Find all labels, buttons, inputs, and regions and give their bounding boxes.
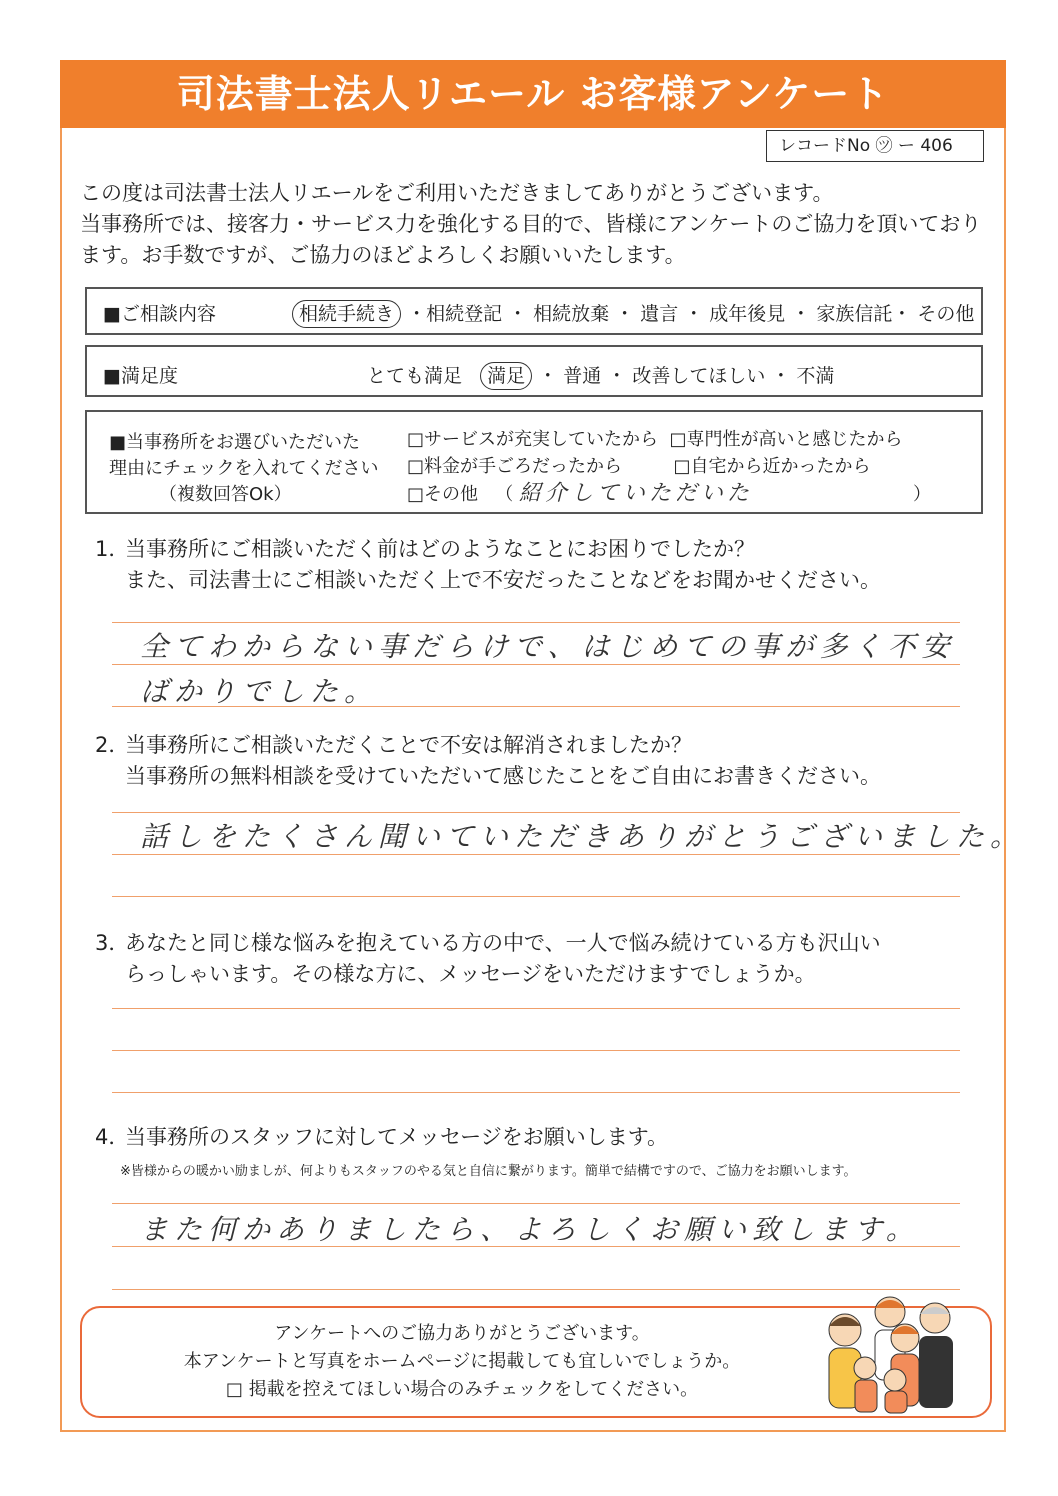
footer-text [82,1320,842,1404]
consult-options [292,299,974,326]
reason-options [407,426,931,508]
reason-label-line: ■当事務所をお選びいただいた [109,432,361,453]
survey-header [60,60,1006,128]
reason-label [109,430,378,508]
reason-checkbox-service[interactable]: □サービスが充実していたから [407,429,659,450]
answer-rule [112,622,960,623]
question-number: 3． [95,931,130,955]
family-illustration-icon [795,1290,975,1416]
question-1 [95,534,881,596]
footer-line: 本アンケートと写真をホームページに掲載しても宜しいでしょうか。 [183,1351,741,1372]
reason-other-answer[interactable]: 紹介していただいた [518,481,753,506]
satisfaction-options [367,361,834,388]
satisfaction-selected-option[interactable]: 満足 [480,362,532,390]
answer-rule [112,1008,960,1009]
q1-answer-line[interactable]: 全てわからない事だらけで、はじめての事が多く不安 [140,630,956,663]
satisfaction-label: ■満足度 [103,365,178,387]
consult-other-options[interactable]: ・相続登記 ・ 相続放棄 ・ 遺言 ・ 成年後見 ・ 家族信託・ その他 [407,303,975,325]
intro-text [80,178,990,271]
question-text: あなたと同じ様な悩みを抱えている方の中で、一人で悩み続けている方も沢山い [125,931,881,955]
q2-answer-line[interactable]: 話しをたくさん聞いていただきありがとうございました。 [140,820,1025,853]
question-2 [95,730,881,792]
satisfaction-option-very[interactable]: とても満足 [367,365,463,387]
reason-label-line: （複数回答Ok） [159,484,292,505]
reason-label-line: 理由にチェックを入れてください [109,458,379,479]
question-4 [95,1122,668,1153]
q4-note: ※皆様からの暖かい励ましが、何よりもスタッフのやる気と自信に繋がります。簡単で結構ですので、ご協力をお願いします。 [120,1164,857,1179]
q4-answer-line[interactable]: また何かありましたら、よろしくお願い致します。 [140,1213,920,1246]
intro-line: ます。お手数ですが、ご協力のほどよろしくお願いいたします。 [80,243,686,267]
reason-checkbox-price[interactable]: □料金が手ごろだったから [407,456,623,477]
satisfaction-other-options[interactable]: ・ 普通 ・ 改善してほしい ・ 不満 [538,365,835,387]
question-text: 当事務所にご相談いただくことで不安は解消されましたか？ [125,733,692,757]
satisfaction-box [85,345,983,397]
question-text: らっしゃいます。その様な方に、メッセージをいただけますでしょうか。 [125,962,816,986]
question-number: 2． [95,733,130,757]
consult-label: ■ご相談内容 [103,303,216,325]
answer-rule [112,1092,960,1093]
paren-close: ） [912,484,931,505]
footer-line: アンケートへのご協力ありがとうございます。 [274,1323,650,1344]
question-text: また、司法書士にご相談いただく上で不安だったことなどをお聞かせください。 [125,568,881,592]
paren-open: （ [495,484,514,505]
question-3 [95,928,881,990]
q1-answer-line[interactable]: ばかりでした。 [140,675,379,708]
reason-checkbox-other[interactable]: □その他 [407,484,479,505]
survey-title: 司法書士法人リエール お客様アンケート [176,72,890,116]
intro-line: 当事務所では、接客力・サービス力を強化する目的で、皆様にアンケートのご協力を頂いており [80,212,982,236]
publish-optout-checkbox[interactable]: □ 掲載を控えてほしい場合のみチェックをしてください。 [225,1379,699,1400]
question-text: 当事務所の無料相談を受けていただいて感じたことをご自由にお書きください。 [125,764,881,788]
consult-selected-option[interactable]: 相続手続き [292,300,401,328]
question-text: 当事務所にご相談いただく前はどのようなことにお困りでしたか？ [125,537,755,561]
intro-line: この度は司法書士法人リエールをご利用いただきましてありがとうございます。 [80,181,834,205]
question-text: 当事務所のスタッフに対してメッセージをお願いします。 [125,1125,669,1149]
reason-box [85,410,983,514]
answer-rule [112,1203,960,1204]
reason-checkbox-expertise[interactable]: □専門性が高いと感じたから [669,429,903,450]
reason-checkbox-nearby[interactable]: □自宅から近かったから [673,456,871,477]
question-number: 4． [95,1125,130,1149]
record-number: レコードNo ㋡ ー 406 [766,130,984,162]
question-number: 1． [95,537,130,561]
answer-rule [112,1050,960,1051]
answer-rule [112,812,960,813]
consult-box [85,287,983,335]
answer-rule [112,896,960,897]
